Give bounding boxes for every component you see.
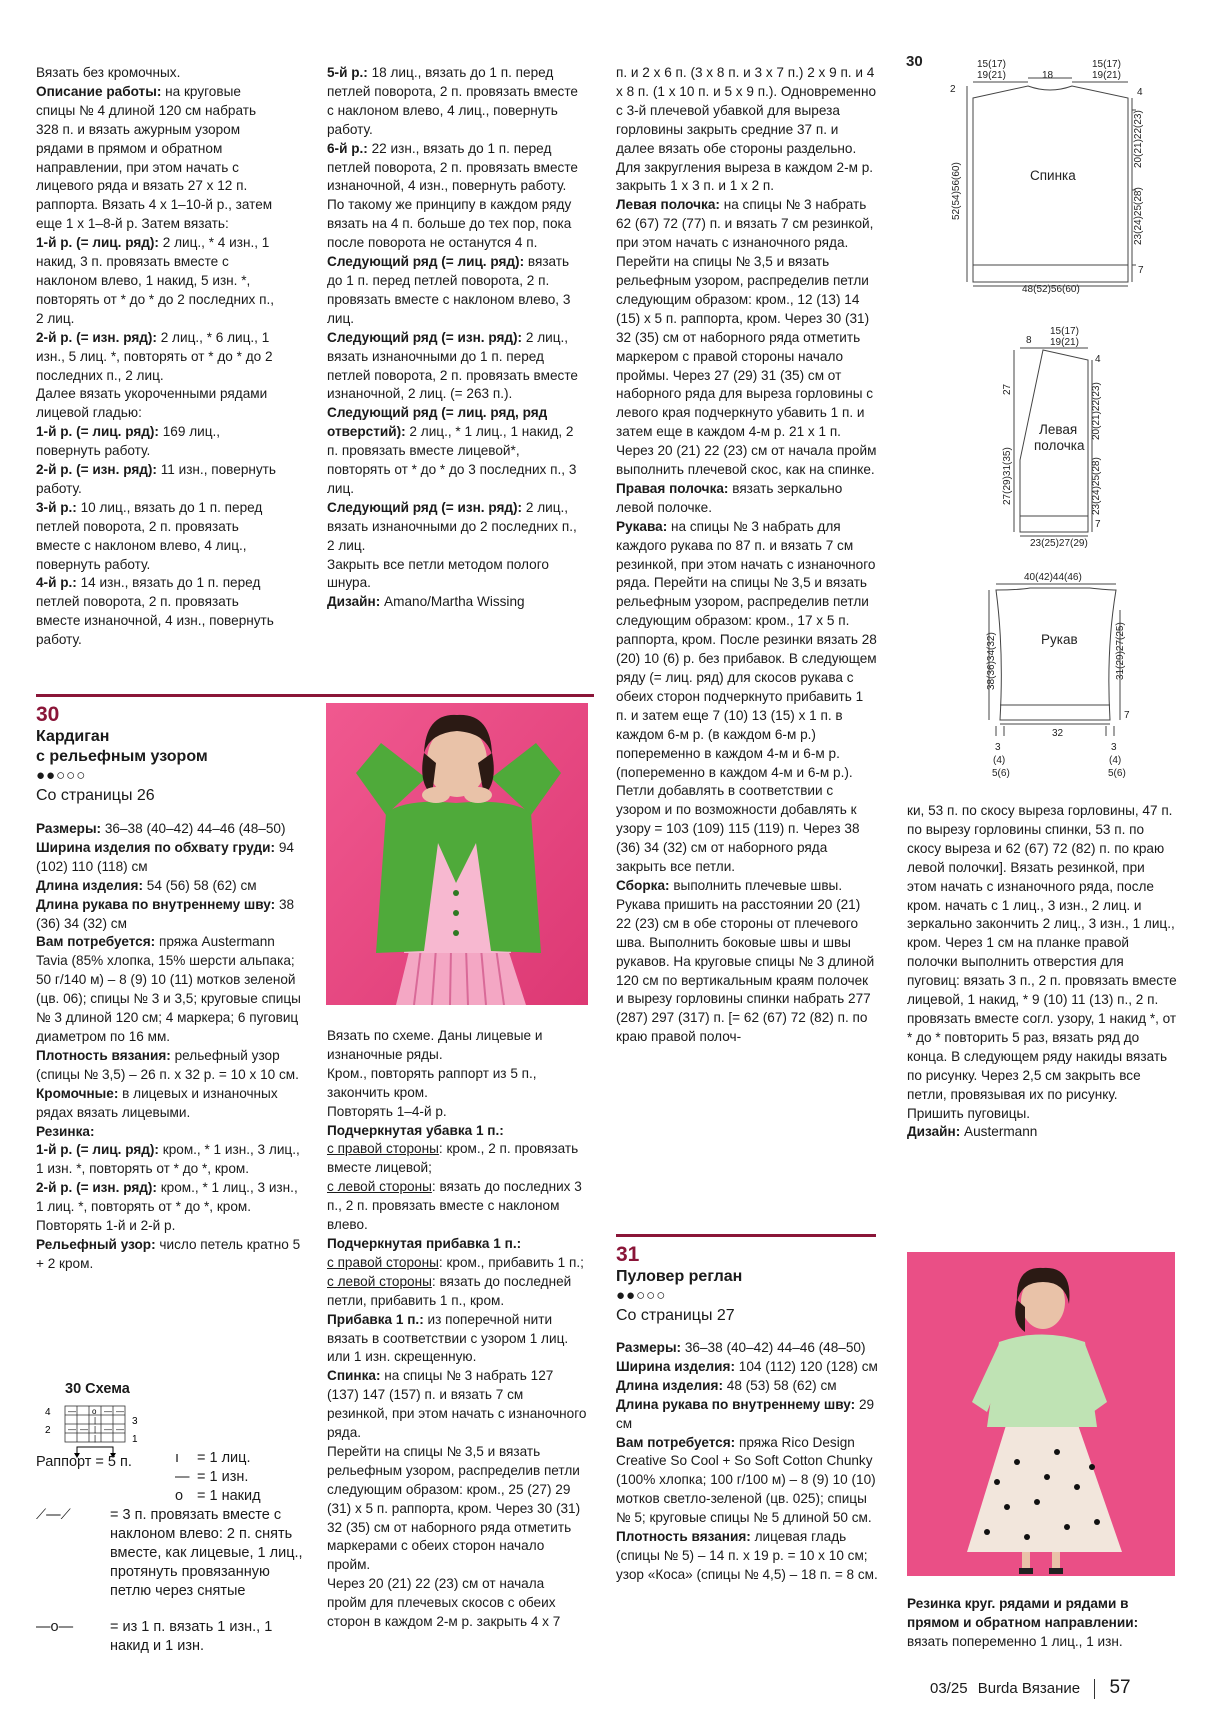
paragraph-lead: Сборка: [616,877,670,893]
diagram-number: 30 [906,53,923,70]
chart-row-4: 4 [45,1407,51,1418]
section-rule-31 [616,1234,876,1237]
paragraph-lead: Следующий ряд (= лиц. ряд, ряд отверстий): [327,405,548,440]
front-right-low: 23(24)25(28) [1091,457,1102,515]
svg-text:—: — [116,1407,124,1416]
paragraph [36,83,276,234]
paragraph-lead: Рукава: [616,518,668,534]
paragraph-lead: Подчеркнутая прибавка 1 п.: [327,1235,522,1251]
paragraph-body: 10 лиц., вязать до 1 п. перед петлей поворота, 2 п. провязать вместе с наклоном влево, 4 лиц., повернуть работу. [36,499,263,572]
sleeve-small-right-3: 5(6) [1108,768,1126,779]
paragraph-lead: Прибавка 1 п.: [327,1311,424,1327]
paragraph-body: вязать попеременно 1 лиц., 1 изн. [907,1633,1123,1649]
paragraph-body: 2 лиц., * 1 лиц., 1 накид, 2 п. провязать вместе лицевой*, повторять от * до * до 3 последних п., 3 лиц. [327,424,577,496]
front-left-27: 27 [1002,383,1013,395]
front-right-4: 4 [1095,354,1101,365]
paragraph-lead: Размеры: [616,1340,682,1355]
source-page: Со страницы 26 [36,787,155,804]
sleeve-small-right-1: 3 [1111,742,1117,753]
paragraph-lead: 3-й р.: [36,499,77,515]
paragraph-lead: Ширина изделия: [616,1358,735,1374]
front-left-low: 27(29)31(35) [1002,447,1013,505]
sleeve-small-left-1: 3 [995,742,1001,753]
paragraph-body: число петель кратно 5 + 2 кром. [36,1236,301,1271]
chart-row-3: 3 [132,1416,138,1427]
paragraph [327,1103,587,1122]
paragraph-lead: Длина изделия: [616,1377,723,1393]
paragraph-lead: Рельефный узор: [36,1236,156,1252]
sleeve-top: 40(42)44(46) [1024,572,1082,583]
paragraph-body: на спицы № 3 набрать 127 (137) 147 (157) п. и вязать 7 см резинкой, при этом начать с изнаночного ряда. [327,1368,587,1441]
page-footer [930,1677,1190,1699]
paragraph [616,518,878,877]
paragraph [36,820,304,839]
paragraph [327,404,585,499]
paragraph [36,329,276,386]
svg-text:—: — [68,1425,76,1434]
paragraph-body: Кром., повторять раппорт из 5 п., закончить кром. [327,1065,537,1100]
paragraph-lead: Дизайн: [907,1124,961,1140]
legend-inc3-text: = из 1 п. вязать 1 изн., 1 накид и 1 изн. [110,1619,273,1654]
back-right-low: 23(24)25(28) [1133,187,1144,245]
paragraph-body: 48 (53) 58 (62) см [722,1377,837,1393]
issue-number: 03/25 [930,1680,968,1697]
paragraph-body: 2 лиц., * 4 изн., 1 накид, 3 п. провязать вместе с наклоном влево, 1 накид, 5 изн. *, повторять от * до * до 2 последних п., 2 лиц. [36,235,275,326]
back-top-right-1: 15(17) [1092,59,1121,70]
column-3-text [616,64,878,1047]
paragraph-body: вязать зеркально левой полочке. [616,480,843,515]
schema-title: 30 Схема [65,1381,130,1397]
paragraph-body: рельефный узор (спицы № 3,5) – 26 п. x 32 р. = 10 x 10 см. [36,1047,299,1082]
legend-yo-text: = 1 накид [197,1488,261,1504]
paragraph-body: 11 изн., повернуть работу. [36,462,276,496]
project-title-31: Пуловер реглан [616,1268,743,1285]
paragraph-body: кром., * 1 лиц., 3 изн., 1 лиц. *, повторять от * до *, кром. [36,1180,298,1215]
front-top-1: 15(17) [1050,326,1079,337]
paragraph-body: выполнить плечевые швы. Рукава пришить на расстоянии 20 (21) 22 (23) см в обе стороны от плечевого шва. Выполнить боковые швы и швы рукавов. На круговые спицы № 3 длиной 120 см по вертикальным краям полочек и вырезу горловины спинки набрать 277 (287) 297 (317) п. [= 62 (67) 72 (82) п. по краю правой полоч- [616,877,875,1045]
paragraph [616,877,878,1047]
legend-knit-text: = 1 лиц. [197,1450,251,1466]
paragraph [327,1178,587,1235]
paragraph-lead: 2-й р. (= изн. ряд): [36,462,157,478]
project-title-line2: с рельефным узором [36,748,208,765]
paragraph [327,1235,587,1254]
column-2-text [327,64,585,612]
paragraph-body: в лицевых и изнаночных рядах вязать лицевыми. [36,1085,278,1120]
paragraph-body: п. и 2 x 6 п. (3 x 8 п. и 3 x 7 п.) 2 x 9 п. и 4 x 8 п. (1 x 10 п. и 5 x 9 п.). Одновременно с 3-й плечевой убавкой для выреза горловины закрыть средние 37 п. и далее вязать обе стороны раздельно. Для закругления выреза в каждом 2-м р. закрыть 1 x 3 п. и 1 x 2 п. [616,65,877,194]
paragraph-body: 29 см [616,1396,875,1431]
back-top-mid: 18 [1042,70,1054,81]
paragraph-lead: Правая полочка: [616,480,729,496]
svg-text:o: o [92,1407,97,1416]
legend-inc3: —o— = из 1 п. вязать 1 изн., 1 накид и 1 изн. [36,1618,316,1656]
paragraph-lead: Левая полочка: [616,197,720,213]
paragraph-body: на круговые спицы № 4 длиной 120 см набрать 328 п. и вязать ажурным узором рядами в прямом и обратном направлении, при этом начать с лицевого ряда и вязать 27 x 12 п. раппорта. Вязать 4 x 1–10-й р., затем еще 1 x 1–8-й р. Затем вязать: [36,83,273,232]
paragraph-lead: Кромочные: [36,1085,119,1101]
back-top-left-2: 19(21) [977,70,1006,81]
paragraph-body: : вязать до последних 3 п., 2 п. провязать вместе с наклоном влево. [327,1179,582,1233]
project-number-31: 31 [616,1243,640,1266]
paragraph-body: : кром., 2 п. провязать вместе лицевой; [327,1141,579,1176]
paragraph [616,1358,878,1377]
svg-text:—: — [68,1407,76,1416]
paragraph-lead: Следующий ряд (= лиц. ряд): [327,254,525,270]
paragraph-body: ки, 53 п. по скосу выреза горловины, 47 п. по вырезу горловины спинки, 53 п. по скосу выреза и 62 (67) 72 (82) п. по краю левой полочки]. Вязать резинкой, при этом начать с изнаночного ряда, после кром. начать с 1 лиц., 3 изн., 2 лиц. и зеркально закончить 2 лиц., 3 изн., 1 лиц., кром. Через 1 см на планке правой полочки выполнить отверстия для пуговиц: вязать 3 п., 2 п. провязать вместе лицевой, 1 накид, * 9 (10) 11 (13) п., 2 п. провязать вместе согл. узору, 1 накид *, от * до * повторить 5 раз, вязать ряд до конца. В следующем ряду накиды вязать по рисунку. Через 2,5 см закрыть все петли, провязывая их по рисунку. Пришить пуговицы. [907,803,1177,1121]
difficulty-dots-31: ●●○○○ [616,1287,667,1304]
paragraph [616,1396,878,1434]
sleeve-label: Рукав [1041,632,1078,647]
paragraph-lead: с правой стороны [327,1254,439,1270]
paragraph-body: Через 20 (21) 22 (23) см от начала пройм для плечевых скосов с обеих сторон в каждом 2-м р. закрыть 4 x 7 [327,1576,561,1630]
project-number: 30 [36,703,60,726]
svg-text:—: — [80,1425,88,1434]
back-right-4: 4 [1137,87,1143,98]
back-bottom: 48(52)56(60) [1022,284,1080,295]
back-right-7: 7 [1138,265,1144,276]
pattern-schematics [900,50,1200,790]
paragraph-body: 94 (102) 110 (118) см [36,839,294,874]
front-label-1: Левая [1039,422,1078,437]
paragraph [327,1273,587,1311]
paragraph [36,499,276,575]
paragraph-body: вязать до 1 п. перед петлей поворота, 2 п. провязать вместе с наклоном влево, 3 лиц. [327,254,571,326]
paragraph-lead: с левой стороны [327,1273,432,1289]
paragraph [327,1443,587,1575]
paragraph-lead: Длина рукава по внутреннему шву: [616,1396,856,1412]
front-top-2: 19(21) [1050,337,1079,348]
front-right-mid: 20(21)22(23) [1091,382,1102,440]
paragraph-body: 14 изн., вязать до 1 п. перед петлей поворота, 2 п. провязать вместе изнаночной, 4 изн., повернуть работу. [36,575,274,648]
paragraph [36,64,276,83]
pullover-photo [907,1252,1175,1576]
paragraph [327,329,585,405]
paragraph-body: 38 (36) 34 (32) см [36,896,295,931]
paragraph-lead: 5-й р.: [327,65,368,80]
svg-text:|: | [94,1425,97,1434]
project-30-header [36,703,306,807]
svg-text:—: — [116,1425,124,1434]
paragraph [36,839,304,877]
paragraph-lead: Описание работы: [36,83,162,99]
svg-text:|: | [94,1416,97,1425]
sleeve-bottom: 32 [1052,728,1064,739]
sleeve-right-7: 7 [1124,710,1130,721]
paragraph-body: на спицы № 3 набрать 62 (67) 72 (77) п. и вязать 7 см резинкой, при этом начать с изнаночного ряда. Перейти на спицы № 3,5 и вязать рельефным узором, распределив петли следующим образом: кром., 12 (13) 14 (15) x 5 п. раппорта, кром. Через 30 (31) 32 (35) см от наборного ряда отметить маркером с правой стороны начало проймы. Через 27 (29) 31 (35) см от наборного ряда для выреза горловины с левого края подчеркнуто убавить 1 п. и затем еще в каждом 4-м р. 21 x 1 п. Через 20 (21) 22 (23) см от начала пройм выполнить плечевой скос, как на спинке. [616,197,877,478]
paragraph [327,556,585,594]
paragraph [327,1367,587,1443]
paragraph-lead: 2-й р. (= изн. ряд): [36,329,157,345]
paragraph-lead: Резинка: [36,1123,95,1139]
paragraph-body: По такому же принципу в каждом ряду вязать на 4 п. больше до тех пор, пока после поворота не останутся 4 п. [327,197,572,251]
paragraph [327,593,585,612]
legend-dec3-text: = 3 п. провязать вместе с наклоном влево: 2 п. снять вместе, как лицевые, 1 лиц., протянуть провязанную петлю через снятые [110,1507,303,1599]
paragraph-body: 2 лиц., * 6 лиц., 1 изн., 5 лиц. *, повторять от * до * до 2 последних п., 2 лиц. [36,329,273,383]
sleeve-small-left-3: 5(6) [992,768,1010,779]
section-rule-30 [36,694,594,697]
paragraph [327,1140,587,1178]
paragraph [36,877,304,896]
project-30-description [327,1027,587,1632]
back-left-height: 52(54)56(60) [951,162,962,220]
paragraph-lead: 1-й р. (= лиц. ряд): [36,235,159,251]
paragraph-lead: Длина рукава по внутреннему шву: [36,896,276,912]
paragraph [36,1123,304,1142]
paragraph [36,385,276,423]
paragraph [907,1595,1177,1652]
paragraph-lead: Дизайн: [327,594,381,610]
paragraph [327,1027,587,1065]
front-bottom: 23(25)27(29) [1030,538,1088,549]
project-31-header [616,1243,876,1327]
project-30-specs [36,820,304,1274]
paragraph-lead: Ширина изделия по обхвату груди: [36,839,276,855]
paragraph [36,1236,304,1274]
paragraph-body: 54 (56) 58 (62) см [142,877,257,893]
paragraph-lead: Плотность вязания: [36,1047,171,1063]
paragraph [616,1377,878,1396]
paragraph [616,64,878,196]
paragraph-lead: Подчеркнутая убавка 1 п.: [327,1122,504,1138]
paragraph [327,1122,587,1141]
paragraph-lead: с левой стороны [327,1179,432,1195]
legend-yo: o = 1 накид [175,1488,261,1504]
paragraph [36,1047,304,1085]
paragraph [36,423,276,461]
paragraph-body: 2 лиц., вязать изнаночными до 2 последних п., 2 лиц. [327,499,577,553]
paragraph-lead: Длина изделия: [36,877,143,893]
chart-row-2: 2 [45,1425,51,1436]
legend-dec3: ⟋—⟋ = 3 п. провязать вместе с наклоном влево: 2 п. снять вместе, как лицевые, 1 лиц., протянуть провязанную петлю через снятые [36,1506,316,1601]
paragraph-lead: Вам потребуется: [36,934,156,950]
paragraph-body: Повторять 1–4-й р. [327,1103,447,1119]
paragraph [36,234,276,329]
paragraph-lead: Следующий ряд (= изн. ряд): [327,499,523,515]
paragraph [327,196,585,253]
paragraph-lead: Размеры: [36,821,102,836]
paragraph-body: Austermann [960,1124,1038,1140]
project-title-line1: Кардиган [36,728,110,745]
schema-30 [36,1380,306,1399]
paragraph [616,1434,878,1529]
rapport-label: Раппорт = 5 п. [36,1454,132,1470]
front-top-8: 8 [1026,335,1032,346]
paragraph [616,480,878,518]
paragraph [907,1123,1177,1142]
paragraph [36,1141,304,1179]
paragraph-body: кром., * 1 изн., 3 лиц., 1 изн. *, повторять от * до *, кром. [36,1142,300,1177]
paragraph [327,253,585,329]
paragraph [616,196,878,480]
paragraph-body: : кром., прибавить 1 п.; [438,1254,584,1270]
paragraph-body: из поперечной нити вязать в соответствии с узором 1 лиц. или 1 изн. скрещенную. [327,1311,569,1365]
paragraph-lead: 6-й р.: [327,140,368,156]
column-4-text [907,802,1177,1142]
front-right-7: 7 [1095,519,1101,530]
paragraph-lead: с правой стороны [327,1141,439,1157]
paragraph [616,1528,878,1585]
paragraph [327,1254,587,1273]
paragraph-lead: Плотность вязания: [616,1529,751,1545]
legend-purl-text: = 1 изн. [197,1469,249,1485]
legend-knit: ı = 1 лиц. [175,1450,251,1466]
paragraph-body: на спицы № 3 набрать для каждого рукава по 87 п. и вязать 7 см резинкой, при этом начать с изнаночного ряда. Перейти на спицы № 3,5 и вязать рельефным узором, распределив петли следующим образом: кром., 17 x 5 п. раппорта, кром. После резинки вязать 28 (20) 10 (6) р. без прибавок. В следующем ряду (= лиц. ряд) для скосов рукава с обеих сторон подчеркнуто прибавить 1 п. и затем еще 7 (10) 13 (15) x 1 п. в каждом 6-м р. (в каждом 6-м р.) попеременно в каждом 4-м и 6-м р. (попеременно в каждом 4-м и 6-м р.). Петли добавлять в соответствии с узором и по возможности добавлять к узору = 103 (109) 115 (119) п. Через 38 (36) 34 (32) см от наборного ряда закрыть все петли. [616,518,877,875]
project-31-specs [616,1339,878,1585]
paragraph-body: : вязать до последней петли, прибавить 1 п., кром. [327,1273,572,1308]
paragraph-lead: Резинка круг. рядами и рядами в прямом и обратном направлении: [907,1596,1139,1630]
page-number: 57 [1109,1677,1131,1698]
back-label: Спинка [1030,168,1076,183]
paragraph-lead: 4-й р.: [36,575,77,591]
paragraph-body: пряжа Austermann Tavia (85% хлопка, 15% шерсти альпака; 50 г/140 м) – 8 (9) 10 (11) мотков зеленой (цв. 06); спицы № 3 и 3,5; круговые спицы № 3 длиной 120 см; 4 маркера; 6 пуговиц диаметром по 16 мм. [36,934,301,1044]
paragraph [616,1339,878,1358]
paragraph [327,64,585,140]
paragraph-body: 169 лиц., повернуть работу. [36,424,221,459]
svg-text:|: | [94,1434,97,1443]
paragraph [327,1065,587,1103]
chart-row-1: 1 [132,1434,138,1445]
back-top-right-2: 19(21) [1092,70,1121,81]
front-label-2: полочка [1034,438,1085,453]
paragraph [907,802,1177,1123]
paragraph [36,1217,304,1236]
paragraph [36,461,276,499]
paragraph-lead: Спинка: [327,1368,381,1384]
paragraph-body: Вязать по схеме. Даны лицевые и изнаночные ряды. [327,1028,543,1062]
legend-purl: — = 1 изн. [175,1469,249,1485]
column-1-text [36,64,276,650]
paragraph [327,1575,587,1632]
svg-text:—: — [104,1407,112,1416]
paragraph-body: пряжа Rico Design Creative So Cool + So Soft Cotton Chunky (100% хлопка; 100 г/100 м) – 8 (9) 10 (10) мотков светло-зеленой (цв. 025); спицы № 5; круговые спицы № 5 длиной 50 см. [616,1434,876,1526]
paragraph-body: Amano/Martha Wissing [380,594,525,610]
paragraph [36,1085,304,1123]
paragraph [36,574,276,650]
paragraph-lead: 2-й р. (= изн. ряд): [36,1180,157,1196]
svg-text:—: — [104,1425,112,1434]
paragraph-lead: 1-й р. (= лиц. ряд): [36,1142,159,1158]
cardigan-photo [326,703,588,1005]
paragraph-body: Повторять 1-й и 2-й р. [36,1218,176,1234]
paragraph-lead: Следующий ряд (= изн. ряд): [327,329,523,345]
paragraph-body: лицевая гладь (спицы № 5) – 14 п. x 19 р. = 10 x 10 см; узор «Коса» (спицы № 4,5) – 18 п. = 8 см. [616,1529,878,1582]
sleeve-small-right-2: (4) [1109,755,1122,766]
footer-divider [1094,1679,1095,1699]
paragraph-body: 36–38 (40–42) 44–46 (48–50) [681,1340,866,1355]
back-top-left-1: 15(17) [977,59,1006,70]
back-left-2: 2 [950,84,956,95]
paragraph [36,896,304,934]
paragraph [327,499,585,556]
paragraph-body: Перейти на спицы № 3,5 и вязать рельефным узором, распределив петли следующим образом: кром., 25 (27) 29 (31) x 5 п. раппорта, кром. Через 30 (31) 32 (35) см от наборного ряда отметить маркерами с обеих сторон начало пройм. [327,1443,581,1573]
paragraph-body: 2 лиц., вязать изнаночными до 1 п. перед петлей поворота, 2 п. провязать вместе изнаночной, 2 лиц. (= 263 п.). [327,329,578,402]
sleeve-small-left-2: (4) [993,755,1006,766]
paragraph-body: 104 (112) 120 (128) см [734,1358,878,1374]
paragraph [327,140,585,197]
paragraph-lead: Вам потребуется: [616,1434,736,1450]
paragraph [36,1179,304,1217]
magazine-name: Burda Вязание [977,1680,1081,1697]
sleeve-right: 31(29)27(25) [1115,622,1126,680]
difficulty-dots: ●●○○○ [36,767,87,784]
paragraph [36,933,304,1046]
project-31-caption [907,1595,1177,1652]
paragraph-body: Закрыть все петли методом полого шнура. [327,556,549,591]
paragraph-body: 36–38 (40–42) 44–46 (48–50) [101,821,286,836]
sleeve-left: 38(36)34(32) [986,632,997,690]
paragraph-body: Далее вязать укороченными рядами лицевой гладью: [36,386,268,421]
paragraph-body: Вязать без кромочных. [36,65,181,80]
paragraph [327,1311,587,1368]
paragraph-lead: 1-й р. (= лиц. ряд): [36,424,159,440]
back-right-mid: 20(21)22(23) [1133,110,1144,168]
paragraph-body: 18 лиц., вязать до 1 п. перед петлей поворота, 2 п. провязать вместе с наклоном влево, 4 лиц., повернуть работу. [327,65,578,137]
paragraph-body: 22 изн., вязать до 1 п. перед петлей поворота, 2 п. провязать вместе изнаночной, 4 изн., повернуть работу. [327,140,578,194]
source-page-31: Со страницы 27 [616,1307,735,1324]
